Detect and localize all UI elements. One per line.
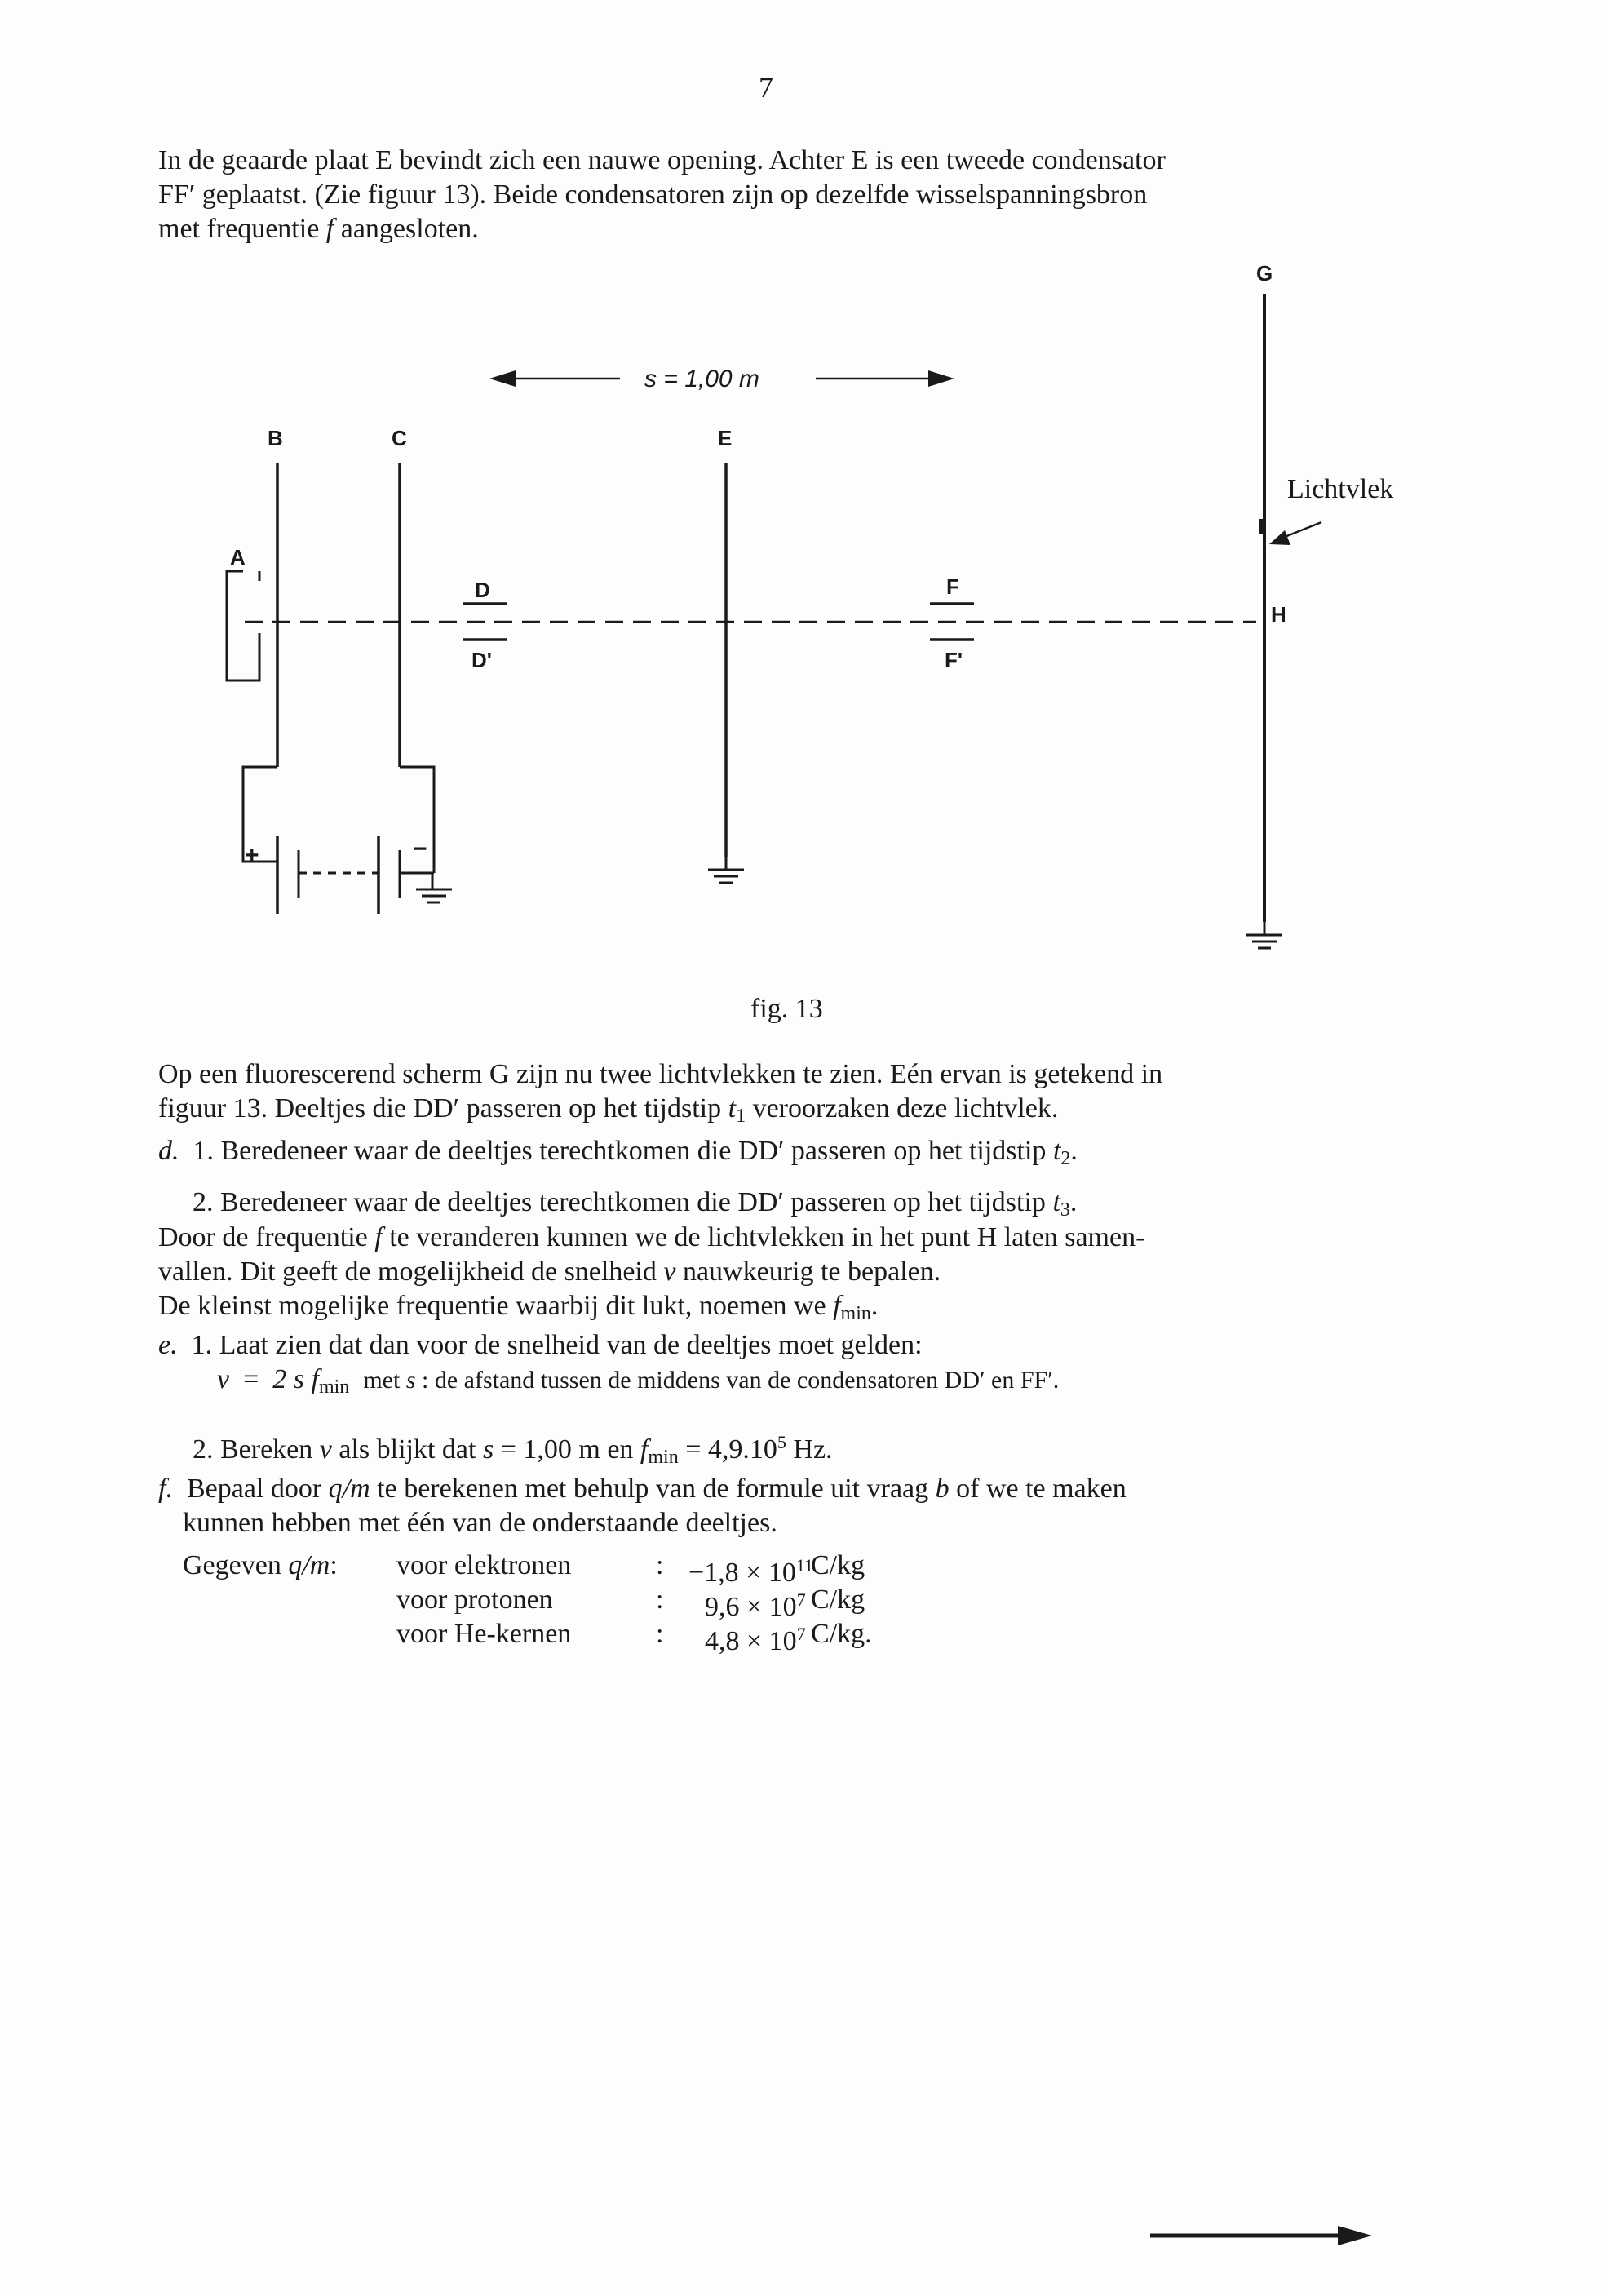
label-g: G xyxy=(1256,261,1273,286)
question-d-item-1: d. 1. Beredeneer waar de deeltjes terechtkomen die DD′ passeren op het tijdstip $t_2$. xyxy=(158,1136,1078,1169)
question-d xyxy=(158,1134,1382,1227)
para2-line-1: Op een fluorescerend scherm G zijn nu twee lichtvlekken te zien. Eén ervan is getekend in xyxy=(158,1059,1163,1089)
label-lichtvlek: Lichtvlek xyxy=(1287,474,1394,504)
label-e: E xyxy=(718,426,733,450)
label-minus: − xyxy=(413,836,427,862)
arrow-right-head xyxy=(928,370,954,387)
question-e-item-1: e. 1. Laat zien dat dan voor de snelheid van de deeltjes moet gelden: xyxy=(158,1330,923,1360)
paragraph-2 xyxy=(158,1057,1382,1133)
para3-line-1: Door de frequentie f te veranderen kunnen we de lichtvlekken in het punt H laten samen- xyxy=(158,1222,1145,1252)
para2-line-2: figuur 13. Deeltjes die DD′ passeren op het tijdstip $t_1$ veroorzaken deze lichtvlek. xyxy=(158,1093,1059,1127)
label-plus: + xyxy=(245,842,259,869)
intro-line-1: In de geaarde plaat E bevindt zich een nauwe opening. Achter E is een tweede condensator xyxy=(158,145,1166,175)
lichtvlek-arrowhead xyxy=(1269,530,1290,545)
given-table xyxy=(183,1549,998,1655)
figure-caption: fig. 13 xyxy=(750,994,823,1024)
label-d-prime: D' xyxy=(471,648,492,672)
question-f xyxy=(158,1472,1414,1540)
figure-13-diagram xyxy=(0,0,1607,979)
label-c: C xyxy=(392,426,407,450)
given-row-he-nuclei: voor He-kernen : $4,8 \times 10^7$ C/kg. xyxy=(396,1619,872,1656)
paragraph-3 xyxy=(158,1221,1382,1331)
para3-line-3: De kleinst mogelijke frequentie waarbij dit lukt, noemen we $f_{min}$. xyxy=(158,1291,879,1324)
label-distance: s = 1,00 m xyxy=(644,366,759,392)
given-label: Gegeven q/m: xyxy=(183,1550,338,1580)
para3-line-2: vallen. Dit geeft de mogelijkheid de snelheid v nauwkeurig te bepalen. xyxy=(158,1257,941,1287)
intro-line-3: met frequentie f aangesloten. xyxy=(158,214,479,244)
question-f-line-2: kunnen hebben met één van de onderstaande deeltjes. xyxy=(183,1508,777,1538)
question-e xyxy=(158,1328,1414,1474)
intro-line-2: FF′ geplaatst. (Zie figuur 13). Beide condensatoren zijn op dezelfde wisselspanningsbron xyxy=(158,180,1148,210)
question-e-item-2: 2. Bereken v als blijkt dat s = 1,00 m en $f_{min} = 4,9.10^5$ Hz. xyxy=(193,1432,833,1468)
given-row-electrons: Gegeven q/m: voor elektronen : $-1,8 \times 10^{11}$ C/kg xyxy=(183,1550,865,1588)
question-e-formula: v = 2 s $f_{min}$ met s : de afstand tussen de middens van de condensatoren DD′ en FF′. xyxy=(217,1364,1060,1398)
question-d-item-2: 2. Beredeneer waar de deeltjes terechtkomen die DD′ passeren op het tijdstip $t_3$. xyxy=(193,1187,1078,1221)
arrow-left-head xyxy=(489,370,516,387)
continue-arrow-icon xyxy=(1142,2211,1387,2260)
label-b: B xyxy=(268,426,283,450)
question-f-line-1: f. Bepaal door q/m te berekenen met behulp van de formule uit vraag b of we te maken xyxy=(158,1474,1127,1504)
box-a xyxy=(227,571,259,680)
page-number: 7 xyxy=(759,71,773,104)
label-f: F xyxy=(946,574,959,599)
given-row-protons: voor protonen : $9,6 \times 10^7$ C/kg xyxy=(396,1585,865,1622)
label-a: A xyxy=(230,545,246,570)
label-h: H xyxy=(1271,602,1286,627)
label-f-prime: F' xyxy=(945,648,963,672)
label-d: D xyxy=(475,578,490,602)
